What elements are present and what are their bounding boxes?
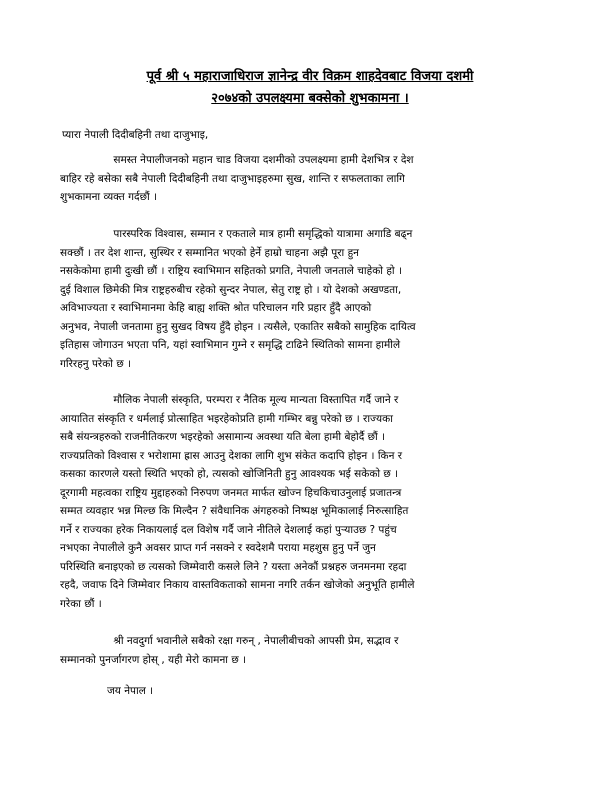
paragraph-line: सबै संयन्त्रहरुको राजनीतिकरण भइरहेको असामान्य अवस्था यति बेला हामी बेहोर्दै छौं ।	[60, 431, 386, 443]
paragraph-line: इतिहास जोगाउन भएता पनि, यहां स्वाभिमान गुम्ने र समृद्धि टाढिने स्थितिको सामना हामीले	[60, 339, 401, 351]
paragraph-line: गरिरहनु परेको छ ।	[60, 357, 132, 370]
closing-line: जय नेपाल ।	[107, 685, 154, 697]
paragraph-unity	[60, 225, 550, 373]
document-title	[60, 66, 560, 110]
paragraph-line: दूरगामी महत्वका राष्ट्रिय मुद्दाहरुको निरुपण जनमत मार्फत खोज्न हिचकिचाउनुलाई प्रजातन्त्र	[60, 486, 402, 499]
title-line-1: पूर्व श्री ५ महाराजाधिराज ज्ञानेन्द्र वीर विक्रम शाहदेवबाट विजया दशमी	[146, 69, 474, 84]
paragraph-line: मौलिक नेपाली संस्कृति, परम्परा र नैतिक मूल्य मान्यता विस्तापित गर्दै जाने र	[60, 394, 399, 406]
paragraph-line: पारस्परिक विश्वास, सम्मान र एकताले मात्र हामी समृद्धिको यात्रामा अगाडि बढ्न	[60, 228, 413, 240]
paragraph-line: नभएका नेपालीले कुनै अवसर प्राप्त गर्न नसक्ने र स्वदेशमै पराया महशुस हुनु पर्ने जुन	[60, 542, 376, 554]
paragraph-line: राज्यप्रतिको विश्वास र भरोशामा ह्रास आउनु देशका लागि शुभ संकेत कदापि होइन । किन र	[60, 449, 403, 462]
paragraph-line: अविभाज्यता र स्वाभिमानमा केहि बाह्य शक्ति श्रोत परिचालन गरि प्रहार हुँदै आएको	[60, 302, 372, 314]
paragraph-line: नसकेकोमा हामी दुःखी छौं । राष्ट्रिय स्वाभिमान सहितको प्रगति, नेपाली जनताले चाहेको हो ।	[60, 265, 402, 277]
paragraph-line: आयातित संस्कृति र धर्मलाई प्रोत्साहित भइरहेकोप्रति हामी गम्भिर बन्नु परेको छ । राज्यका	[60, 412, 393, 425]
paragraph-line: समस्त नेपालीजनको महान चाड विजया दशमीको उपलक्ष्यमा हामी देशभित्र र देश	[60, 154, 414, 166]
paragraph-line: परिस्थिति बनाइएको छ त्यसको जिम्मेवारी कसले लिने ? यस्ता अनेकौं प्रश्नहरु जनमनमा रहदा	[60, 560, 407, 573]
paragraph-greeting	[60, 151, 550, 207]
paragraph-line: दुई विशाल छिमेकी मित्र राष्ट्रहरुबीच रहेको सुन्दर नेपाल, सेतु राष्ट्र हो । यो देशको अखण्डता,	[60, 283, 402, 296]
paragraph-blessing	[60, 632, 550, 669]
paragraph-line: अनुभव, नेपाली जनतामा हुनु सुखद विषय हुँदै होइन । त्यसैले, एकातिर सबैको सामुहिक दायित्व	[60, 320, 416, 333]
paragraph-line: शुभकामना व्यक्त गर्दछौं ।	[60, 191, 157, 203]
title-line-2: २०७४को उपलक्ष्यमा बक्सेको शुभकामना ।	[211, 91, 409, 106]
paragraph-line: कसका कारणले यस्तो स्थिति भएको हो, त्यसको खोजिनिती हुनु आवश्यक भई सकेको छ ।	[60, 468, 399, 480]
salutation: प्यारा नेपाली दिदीबहिनी तथा दाजुभाइ,	[62, 129, 209, 141]
paragraph-line: सक्छौं । तर देश शान्त, सुस्थिर र सम्मानित भएको हेर्ने हाम्रो चाहना अझै पूरा हुन	[60, 246, 359, 259]
paragraph-line: गर्ने र राज्यका हरेक निकायलाई दल विशेष गर्दै जाने नीतिले देशलाई कहां पुर्‍याउछ ? पहुंच	[60, 523, 397, 536]
paragraph-line: बाहिर रहे बसेका सबै नेपाली दिदीबहिनी तथा दाजुभाइहरुमा सुख, शान्ति र सफलताका लागि	[60, 172, 405, 185]
paragraph-line: सम्मत व्यवहार भन्न मिल्छ कि मिल्दैन ? संवैधानिक अंगहरुको निष्पक्ष भूमिकालाई निरुत्साहित	[60, 505, 409, 517]
paragraph-line: सम्मानको पुनर्जागरण होस् , यही मेरो कामना छ ।	[60, 653, 247, 666]
paragraph-line: गरेका छौं ।	[60, 597, 102, 610]
paragraph-culture	[60, 391, 550, 613]
paragraph-line: श्री नवदुर्गा भवानीले सबैको रक्षा गरुन् , नेपालीबीचको आपसी प्रेम, सद्भाव र	[60, 635, 399, 647]
paragraph-line: रहदै, जवाफ दिने जिम्मेवार निकाय वास्तविकताको सामना नगरि तर्कन खोजेको अनुभूति हामीले	[60, 579, 415, 591]
